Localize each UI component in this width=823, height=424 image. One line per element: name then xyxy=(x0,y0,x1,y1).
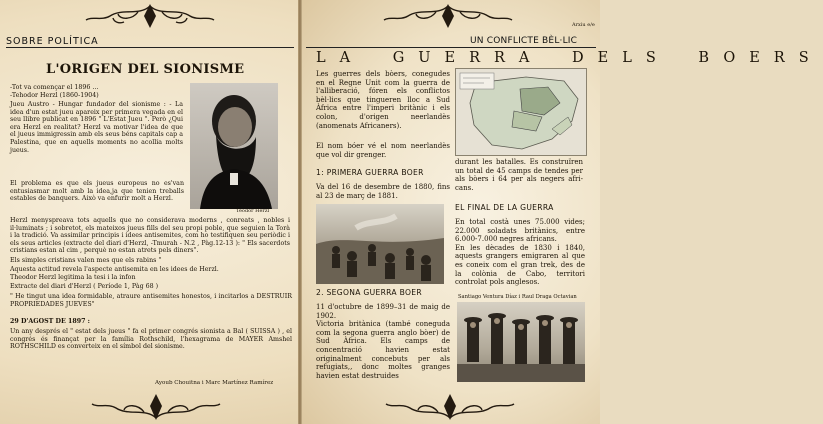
article-paragraph: Les guerres dels bòers, conegudes en el Regne Unit com la guerra de l'alliberació, fóren els conflictos bèl·lics que tingueren lloc a Sud Àfrica entre l'imperi britànic i els colon, d'origen neerlandès (anomenats Africaners). xyxy=(316,70,450,130)
article-quote: " He tingut una idea formidable, atraure antisemites honestos, i incitarlos a DESTRUIR PROPRIEDADES JUEVES" xyxy=(10,293,292,308)
battle-illustration xyxy=(316,204,444,284)
article-paragraph: 11 d'octubre de 1899–31 de maig de 1902. Victoria britànica (també coneguda com la segona guerra anglo bòer) de Sud Àfrica. Els camps de concentració havien estat originalment concebuts per als refugiats,, donc moltes granges havien estat destruides xyxy=(316,303,450,380)
article-paragraph: El problema es que els jueus europeus no es'van entusiasmar molt amb la idea,ja que tenien treballs estables de banquers. Això va enfurir molt a Herzl. xyxy=(10,180,184,203)
article-authors: Santiago Ventura Díaz i Raul Draga Octavian xyxy=(458,294,577,300)
article-title: LA GUERRA DELS BOERS xyxy=(316,50,823,66)
top-ornament-left xyxy=(80,2,220,32)
article-paragraph: Els simples cristians valen mes que els rabins " xyxy=(10,257,162,264)
article-paragraph: En total costà unes 75.000 vides; 22.000 soladats britànics, entre 6.000-7.000 negres africans. En les dècades de 1830 i 1840, aquests grangers emigraren al que es coneix com el gran trek, des de la colònia de Cabo, territori controlat pols anglesos. xyxy=(455,218,585,287)
page-gutter xyxy=(298,0,302,424)
header-rule xyxy=(306,47,596,48)
article-paragraph: Theodor Herzl legitima la tesi i la infon xyxy=(10,274,136,281)
photo-caption: Teodor Herzl xyxy=(236,208,270,214)
article-intro: -Tot va començar el 1896 ... -Tehodor Herzl (1860-1904) xyxy=(10,84,99,99)
section-heading: EL FINAL DE LA GUERRA xyxy=(455,203,554,212)
top-ornament-right xyxy=(378,2,518,32)
bottom-ornament-left xyxy=(86,390,226,422)
article-paragraph: Jueu Austro - Hungar fundador del sionisme : - La idea d'un estat jueu apareix per primera vegada en el seu llibre publicat en 1896 " L'Estat Jueu ". Però ¿Qui era Herzl en realitat? Herzl va motivar l'idea de que el jueus immigressin amb els seus béns capitals cap a Palestina, que en aquells moments no acollia molts jueus. xyxy=(10,101,183,154)
article-title: L'ORIGEN DEL SIONISME xyxy=(46,62,245,77)
header-rule xyxy=(6,47,294,48)
section-heading: 1: PRIMERA GUERRA BOER xyxy=(316,168,424,177)
article-paragraph: El nom bóer vé el nom neerlandès que vol dir grenger. xyxy=(316,142,450,159)
bottom-ornament-right xyxy=(380,390,520,422)
article-paragraph: Herzl menyspreava tots aquells que no considerava moderns , conreats , nobles i il·luminats ; i sobretot, els mateixos jueus fills del seu propi poble, que seguien la Torà i la tradició. Va assimilar principis i idees antisemites, com ho testifiquen seu periòdic i els seus articles (extracte del diari d'Herzl, -Tmurah - N.2 , Pàg.12-13 ): " Els sacerdots cristians estan al cim , perquè no estan atrets pels diners". xyxy=(10,217,290,255)
article-paragraph: Extracte del diari d'Herzl ( Període 1, Pàg 68 ) xyxy=(10,283,159,290)
article-paragraph: Un any després el " estat dels jueus " fa el primer congrés sionista a Bal ( SUISSA ) , el congrés és finançat per la família Rothschild, l'hexagrama de MAYER Amshel ROTHSCHILD es converteix en el símbol del sionisme. xyxy=(10,328,292,351)
south-africa-map xyxy=(455,68,587,156)
page-number: Arxiu e/e xyxy=(572,22,595,28)
article-paragraph: Va del 16 de desembre de 1880, fins al 23 de març de 1881. xyxy=(316,183,450,200)
boer-soldiers-photo xyxy=(457,302,585,382)
article-paragraph: Aquesta actitud revela l'aspecte antisemita en les idees de Herzl. xyxy=(10,266,219,273)
section-label: SOBRE POLÍTICA xyxy=(6,36,99,47)
article-authors: Ayoub Chouitna i Marc Martínez Ramírez xyxy=(155,380,274,386)
date-heading: 29 D'AGOST DE 1897 : xyxy=(10,318,91,325)
section-label: UN CONFLICTE BÈL·LIC xyxy=(470,36,578,46)
herzl-photo xyxy=(190,83,278,209)
article-paragraph: durant les batalles. Es construïren un total de 45 camps de tendes per als bòers i 64 per als negers afri-cans. xyxy=(455,158,583,192)
section-heading: 2. SEGONA GUERRA BOER xyxy=(316,288,422,297)
